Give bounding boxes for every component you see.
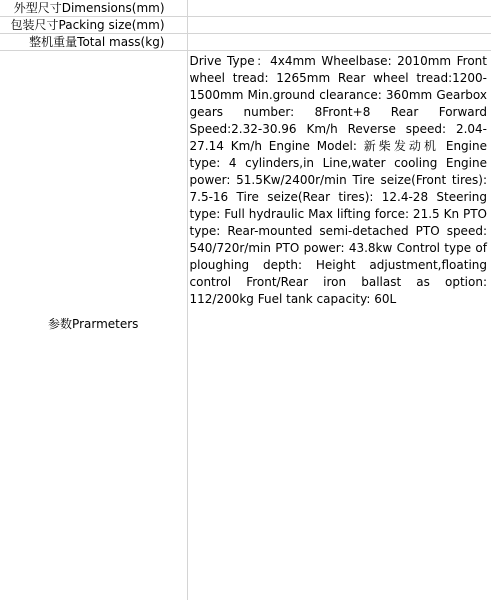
parameters-label: 参数Prarmeters [0,51,187,600]
packing-size-value [187,17,491,34]
total-mass-label: 整机重量Total mass(kg) [0,34,187,51]
table-row-total-mass [0,34,491,51]
parameters-text: Drive Type：4x4mm Wheelbase: 2010mm Front wheel tread: 1265mm Rear wheel tread:1200-1500mm Min.ground clearance: 360mm Gearbox gears number: 8Front+8 Rear Forward Speed:2.32-30.96 Km/h Reverse speed: 2.04-27.14 Km/h Engine Model: 新柴发动机 Engine type: 4 cylinders,in Line,water cooling Engine power: 51.5Kw/2400r/min Tire seize(Front tires): 7.5-16 Tire seize(Rear tires): 12.4-28 Steering type: Full hydraulic Max lifting force: 21.5 Kn PTO type: Rear-mounted semi-detached PTO speed: 540/720r/min PTO power: 43.8kw Control type of ploughing depth: Height adjustment,floating control Front/Rear iron ballast as option: 112/200kg Fuel tank capacity: 60L [188,51,491,308]
dimensions-label: 外型尺寸Dimensions(mm) [0,0,187,17]
dimensions-value [187,0,491,17]
total-mass-value [187,34,491,51]
parameters-cell [187,51,491,600]
table-row-dimensions [0,0,491,17]
table-row-packing-size [0,17,491,34]
table-row-parameters [0,51,491,600]
packing-size-label: 包装尺寸Packing size(mm) [0,17,187,34]
